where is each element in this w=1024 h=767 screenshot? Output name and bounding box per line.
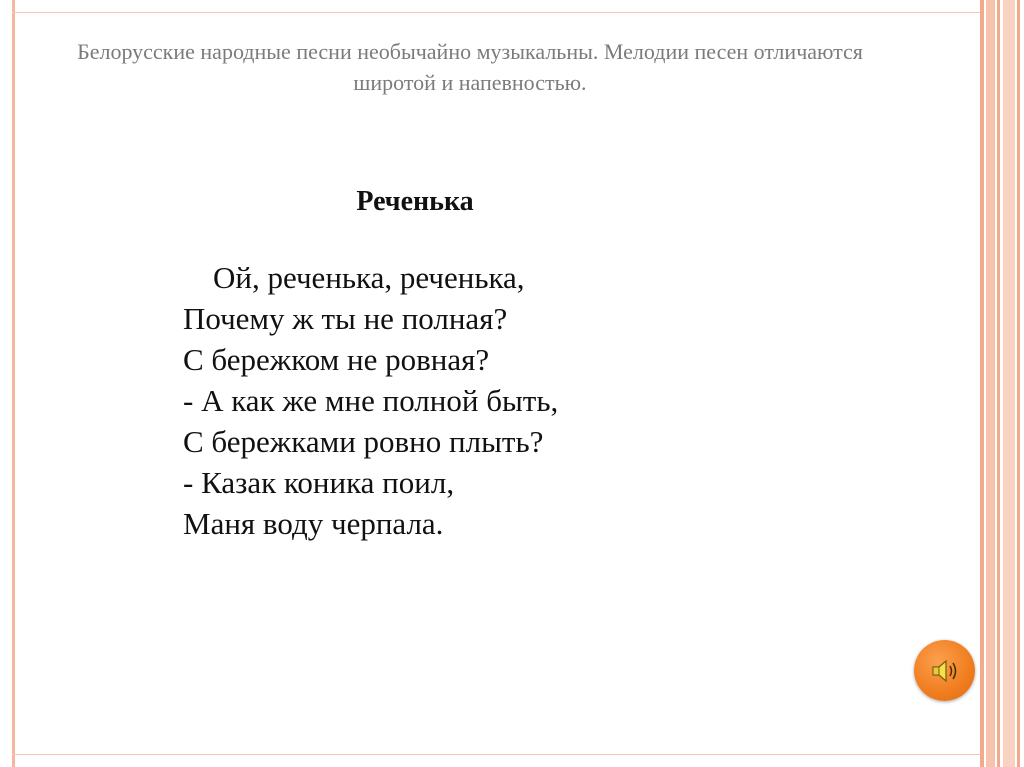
intro-text: Белорусские народные песни необычайно музыкальны. Мелодии песен отличаются широтой и напевностью. [77,39,863,95]
right-stripe [1003,0,1015,767]
bottom-border-line [12,754,980,755]
lyric-line: - Казак коника поил, [183,465,455,500]
lyric-line: Почему ж ты не полная? [183,301,508,336]
left-border-line [12,0,15,767]
right-stripe [980,0,984,767]
lyric-line: С бережком не ровная? [183,342,490,377]
right-stripe [997,0,1000,767]
right-stripe [1017,0,1020,767]
lyric-line: С бережками ровно плыть? [183,424,544,459]
song-title: Реченька [356,186,474,217]
speaker-icon [927,653,963,689]
lyric-line: Ой, реченька, реченька, [213,260,525,295]
right-stripe [986,0,995,767]
lyric-line: Маня воду черпала. [183,506,444,541]
top-border-line [12,12,980,13]
play-sound-button[interactable] [914,640,975,701]
song-lyrics [183,257,803,544]
lyric-line: - А как же мне полной быть, [183,383,559,418]
